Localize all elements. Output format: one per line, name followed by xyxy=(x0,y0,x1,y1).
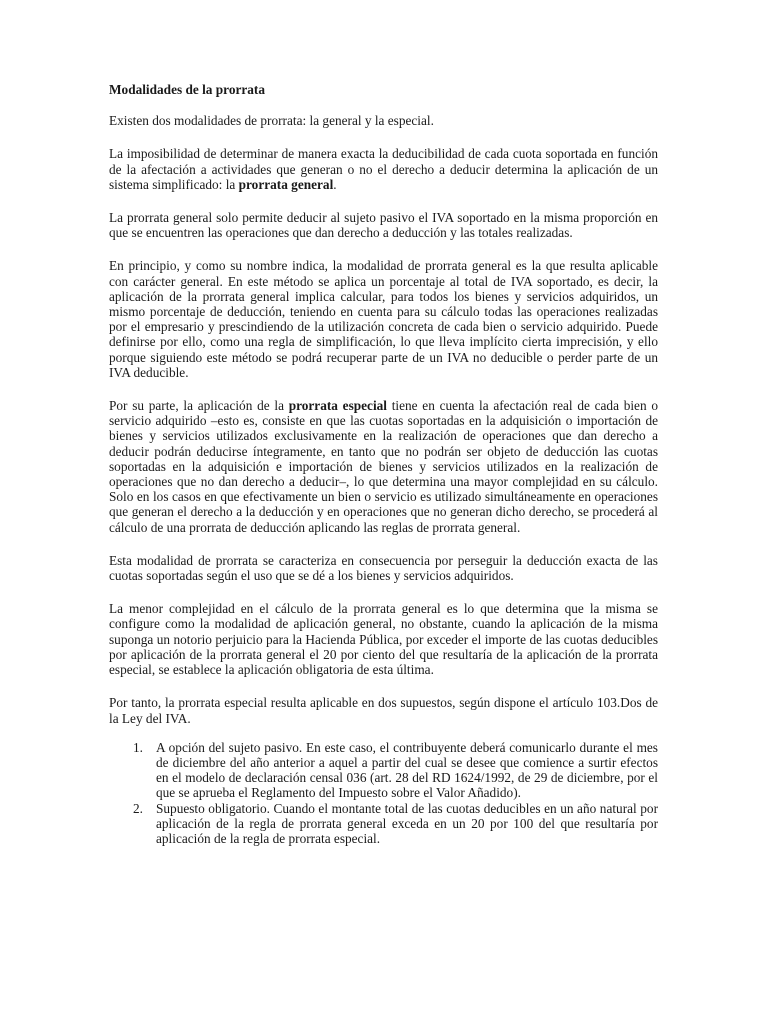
bold-term-prorrata-general: prorrata general xyxy=(238,176,334,192)
document-page xyxy=(109,82,658,846)
paragraph-text: . xyxy=(333,176,337,192)
paragraph-special-characteristic: Esta modalidad de prorrata se caracteriza en consecuencia por perseguir la deducción exacta de las cuotas soportadas según el uso que se dé a los bienes y servicios adquiridos. xyxy=(109,552,658,584)
paragraph-intro: Existen dos modalidades de prorrata: la general y la especial. xyxy=(109,113,434,129)
cases-list xyxy=(109,740,658,846)
paragraph-special-method xyxy=(109,398,658,535)
paragraph-general-definition: La prorrata general solo permite deducir al sujeto pasivo el IVA soportado en la misma proporción en que se encuentren las operaciones que dan derecho a deducción y las totales realizadas. xyxy=(109,210,658,241)
list-item-text: A opción del sujeto pasivo. En este caso, el contribuyente deberá comunicarlo durante el mes de diciembre del año anterior a aquel a partir del cual se desee que comience a surtir efectos en el modelo de declaración censal 036 (art. 28 del RD 1624/1992, de 29 de diciembre, por el que se aprueba el Reglamento del Impuesto sobre el Valor Añadido). xyxy=(156,739,658,801)
paragraph-general-method: En principio, y como su nombre indica, la modalidad de prorrata general es la que resulta aplicable con carácter general. En este método se aplica un porcentaje al total de IVA soportado, es decir, la aplicación de la prorrata general implica calcular, para todos los bienes y servicios adquiridos, un mismo porcentaje de deducción, teniendo en cuenta para su cálculo todas las operaciones realizadas por el empresario y prescindiendo de la utilización concreta de cada bien o servicio adquirido. Puede definirse por ello, como una regla de simplificación, lo que lleva implícito cierta imprecisión, y ello porque siguiendo este método se podrá recuperar parte de un IVA no deducible o perder parte de un IVA deducible. xyxy=(109,258,658,380)
list-item xyxy=(133,800,658,847)
bold-term-prorrata-especial: prorrata especial xyxy=(288,398,387,414)
paragraph-simplified-system xyxy=(109,146,658,192)
list-item-text: Supuesto obligatorio. Cuando el montante total de las cuotas deducibles en un año natural por aplicación de la regla de prorrata general exceda en un 20 por 100 del que resultaría por aplicación de la regla de prorrata especial. xyxy=(156,800,658,846)
list-item-number: 2. xyxy=(133,800,143,816)
paragraph-text: Por su parte, la aplicación de la xyxy=(109,398,289,414)
paragraph-cases-intro: Por tanto, la prorrata especial resulta aplicable en dos supuestos, según dispone el artículo 103.Dos de la Ley del IVA. xyxy=(109,695,658,726)
document-title: Modalidades de la prorrata xyxy=(109,82,265,97)
list-item xyxy=(133,739,658,801)
paragraph-complexity: La menor complejidad en el cálculo de la prorrata general es lo que determina que la misma se configure como la modalidad de aplicación general, no obstante, cuando la aplicación de la misma suponga un notorio perjuicio para la Hacienda Pública, por exceder el importe de las cuotas deducibles por aplicación de la prorrata general el 20 por ciento del que resultaría de la aplicación de la prorrata especial, se establece la aplicación obligatoria de esta última. xyxy=(109,601,658,678)
paragraph-text: tiene en cuenta la afectación real de cada bien o servicio adquirido –esto es, consiste en que las cuotas soportadas en la adquisición o importación de bienes y servicios utilizados exclusivamente en la realización de operaciones que dan derecho a deducir podrán deducirse íntegramente, en tanto que no podrán ser objeto de deducción las cuotas soportadas en la adquisición e importación de bienes y servicios utilizados en la realización de operaciones que no dan derecho a deducir–, lo que determina una mayor complejidad en su cálculo. Solo en los casos en que efectivamente un bien o servicio es utilizado simultáneamente en operaciones que generan el derecho a la deducción y en operaciones que no generan dicho derecho, se procederá al cálculo de una prorrata de deducción aplicando las reglas de prorrata general. xyxy=(109,398,658,535)
list-item-number: 1. xyxy=(133,739,143,755)
paragraph-text: La imposibilidad de determinar de manera exacta la deducibilidad de cada cuota soportada en función de la afectación a actividades que generan o no el derecho a deducir determina la aplicación de un sistema simplificado: la xyxy=(109,146,658,192)
